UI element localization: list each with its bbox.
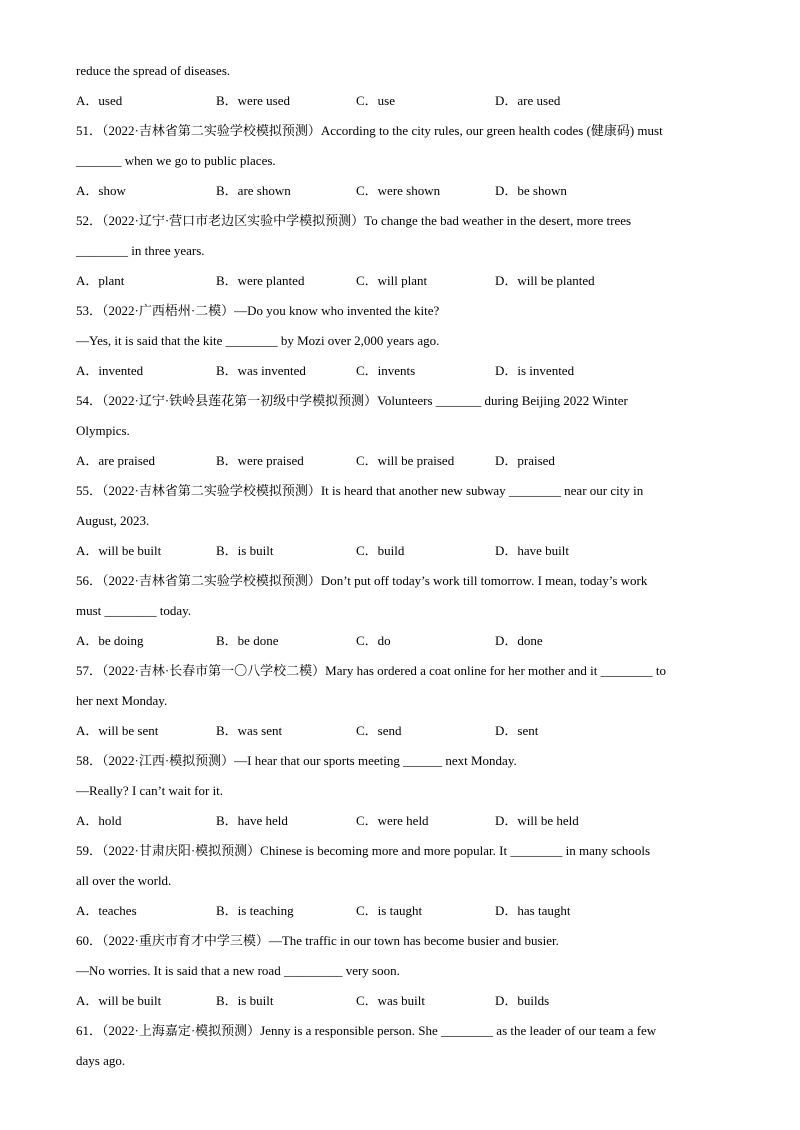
question-stem-continued: ________ in three years. [76,243,205,258]
option-a: A．plant [76,273,125,288]
question-item [76,746,726,836]
exercise-page [76,56,726,1076]
question-stem: 52．（2022·辽宁·营口市老边区实验中学模拟预测）To change the bad weather in the desert, more trees [76,213,632,228]
answer-options [76,356,726,386]
option-b: B．were praised [216,453,304,468]
question-item [76,296,726,386]
option-a: A．will be built [76,543,162,558]
question-stem-continued: —Yes, it is said that the kite ________ by Mozi over 2,000 years ago. [76,333,440,348]
question-stem-continued: August, 2023. [76,513,150,528]
question-item [76,386,726,476]
question-stem: 59．（2022·甘肃庆阳·模拟预测）Chinese is becoming more and more popular. It ________ in many schools [76,843,651,858]
option-b: B．was invented [216,363,306,378]
question-item [76,566,726,656]
option-b: B．be done [216,633,279,648]
option-a: A．be doing [76,633,144,648]
option-d: D．have built [495,543,570,558]
option-a: A．used [76,93,123,108]
option-c: C．is taught [356,903,423,918]
option-d: D．praised [495,453,555,468]
option-b: B．was sent [216,723,283,738]
option-a: A．will be built [76,993,162,1008]
option-a: A．are praised [76,453,156,468]
question-stem-continued: _______ when we go to public places. [76,153,276,168]
question-stem-continued: Olympics. [76,423,130,438]
option-c: C．were shown [356,183,441,198]
intro-options [76,86,726,116]
option-a: A．teaches [76,903,137,918]
option-d: D．done [495,633,543,648]
question-stem: 55．（2022·吉林省第二实验学校模拟预测）It is heard that another new subway ________ near our city in [76,483,644,498]
option-b: B．is teaching [216,903,294,918]
option-b: B．are shown [216,183,291,198]
option-c: C．will plant [356,273,428,288]
question-stem: 58．（2022·江西·模拟预测）—I hear that our sports meeting ______ next Monday. [76,753,517,768]
question-item [76,476,726,566]
option-a: A．show [76,183,126,198]
option-c: C．use [356,93,396,108]
option-c: C．was built [356,993,425,1008]
option-b: B．were planted [216,273,305,288]
option-d: D．will be held [495,813,579,828]
option-a: A．hold [76,813,122,828]
option-c: C．send [356,723,402,738]
option-a: A．will be sent [76,723,159,738]
option-b: B．were used [216,93,291,108]
answer-options [76,446,726,476]
option-b: B．is built [216,993,274,1008]
question-stem: 51．（2022·吉林省第二实验学校模拟预测）According to the city rules, our green health codes (健康码) must [76,123,663,138]
option-a: A．invented [76,363,144,378]
answer-options [76,896,726,926]
answer-options [76,986,726,1016]
question-stem-continued: —Really? I can’t wait for it. [76,783,224,798]
question-stem: 61．（2022·上海嘉定·模拟预测）Jenny is a responsible person. She ________ as the leader of our team a few [76,1023,657,1038]
answer-options [76,266,726,296]
question-stem: 60．（2022·重庆市育才中学三模）—The traffic in our town has become busier and busier. [76,933,559,948]
answer-options [76,626,726,656]
question-item [76,926,726,1016]
question-item [76,116,726,206]
question-stem: 56．（2022·吉林省第二实验学校模拟预测）Don’t put off today’s work till tomorrow. I mean, today’s work [76,573,648,588]
question-stem: 54．（2022·辽宁·铁岭县莲花第一初级中学模拟预测）Volunteers _______ during Beijing 2022 Winter [76,393,628,408]
question-list [76,116,726,1076]
answer-options [76,536,726,566]
question-stem-continued: days ago. [76,1053,126,1068]
option-c: C．build [356,543,405,558]
question-item [76,836,726,926]
question-item [76,1016,726,1076]
question-stem-continued: her next Monday. [76,693,168,708]
option-d: D．is invented [495,363,575,378]
question-item [76,206,726,296]
option-b: B．have held [216,813,288,828]
option-c: C．will be praised [356,453,455,468]
option-d: D．are used [495,93,561,108]
question-item [76,656,726,746]
answer-options [76,806,726,836]
option-c: C．do [356,633,391,648]
option-b: B．is built [216,543,274,558]
option-d: D．will be planted [495,273,595,288]
option-d: D．builds [495,993,550,1008]
answer-options [76,716,726,746]
question-stem-continued: —No worries. It is said that a new road _________ very soon. [76,963,400,978]
question-stem: 53．（2022·广西梧州·二模）—Do you know who invented the kite? [76,303,440,318]
option-d: D．sent [495,723,539,738]
question-stem-continued: must ________ today. [76,603,192,618]
intro-line: reduce the spread of diseases. [76,63,231,78]
answer-options [76,176,726,206]
option-d: D．has taught [495,903,571,918]
question-stem-continued: all over the world. [76,873,172,888]
option-c: C．invents [356,363,416,378]
question-stem: 57．（2022·吉林·长春市第一〇八学校二模）Mary has ordered a coat online for her mother and it ________ to [76,663,666,678]
option-c: C．were held [356,813,429,828]
option-d: D．be shown [495,183,567,198]
